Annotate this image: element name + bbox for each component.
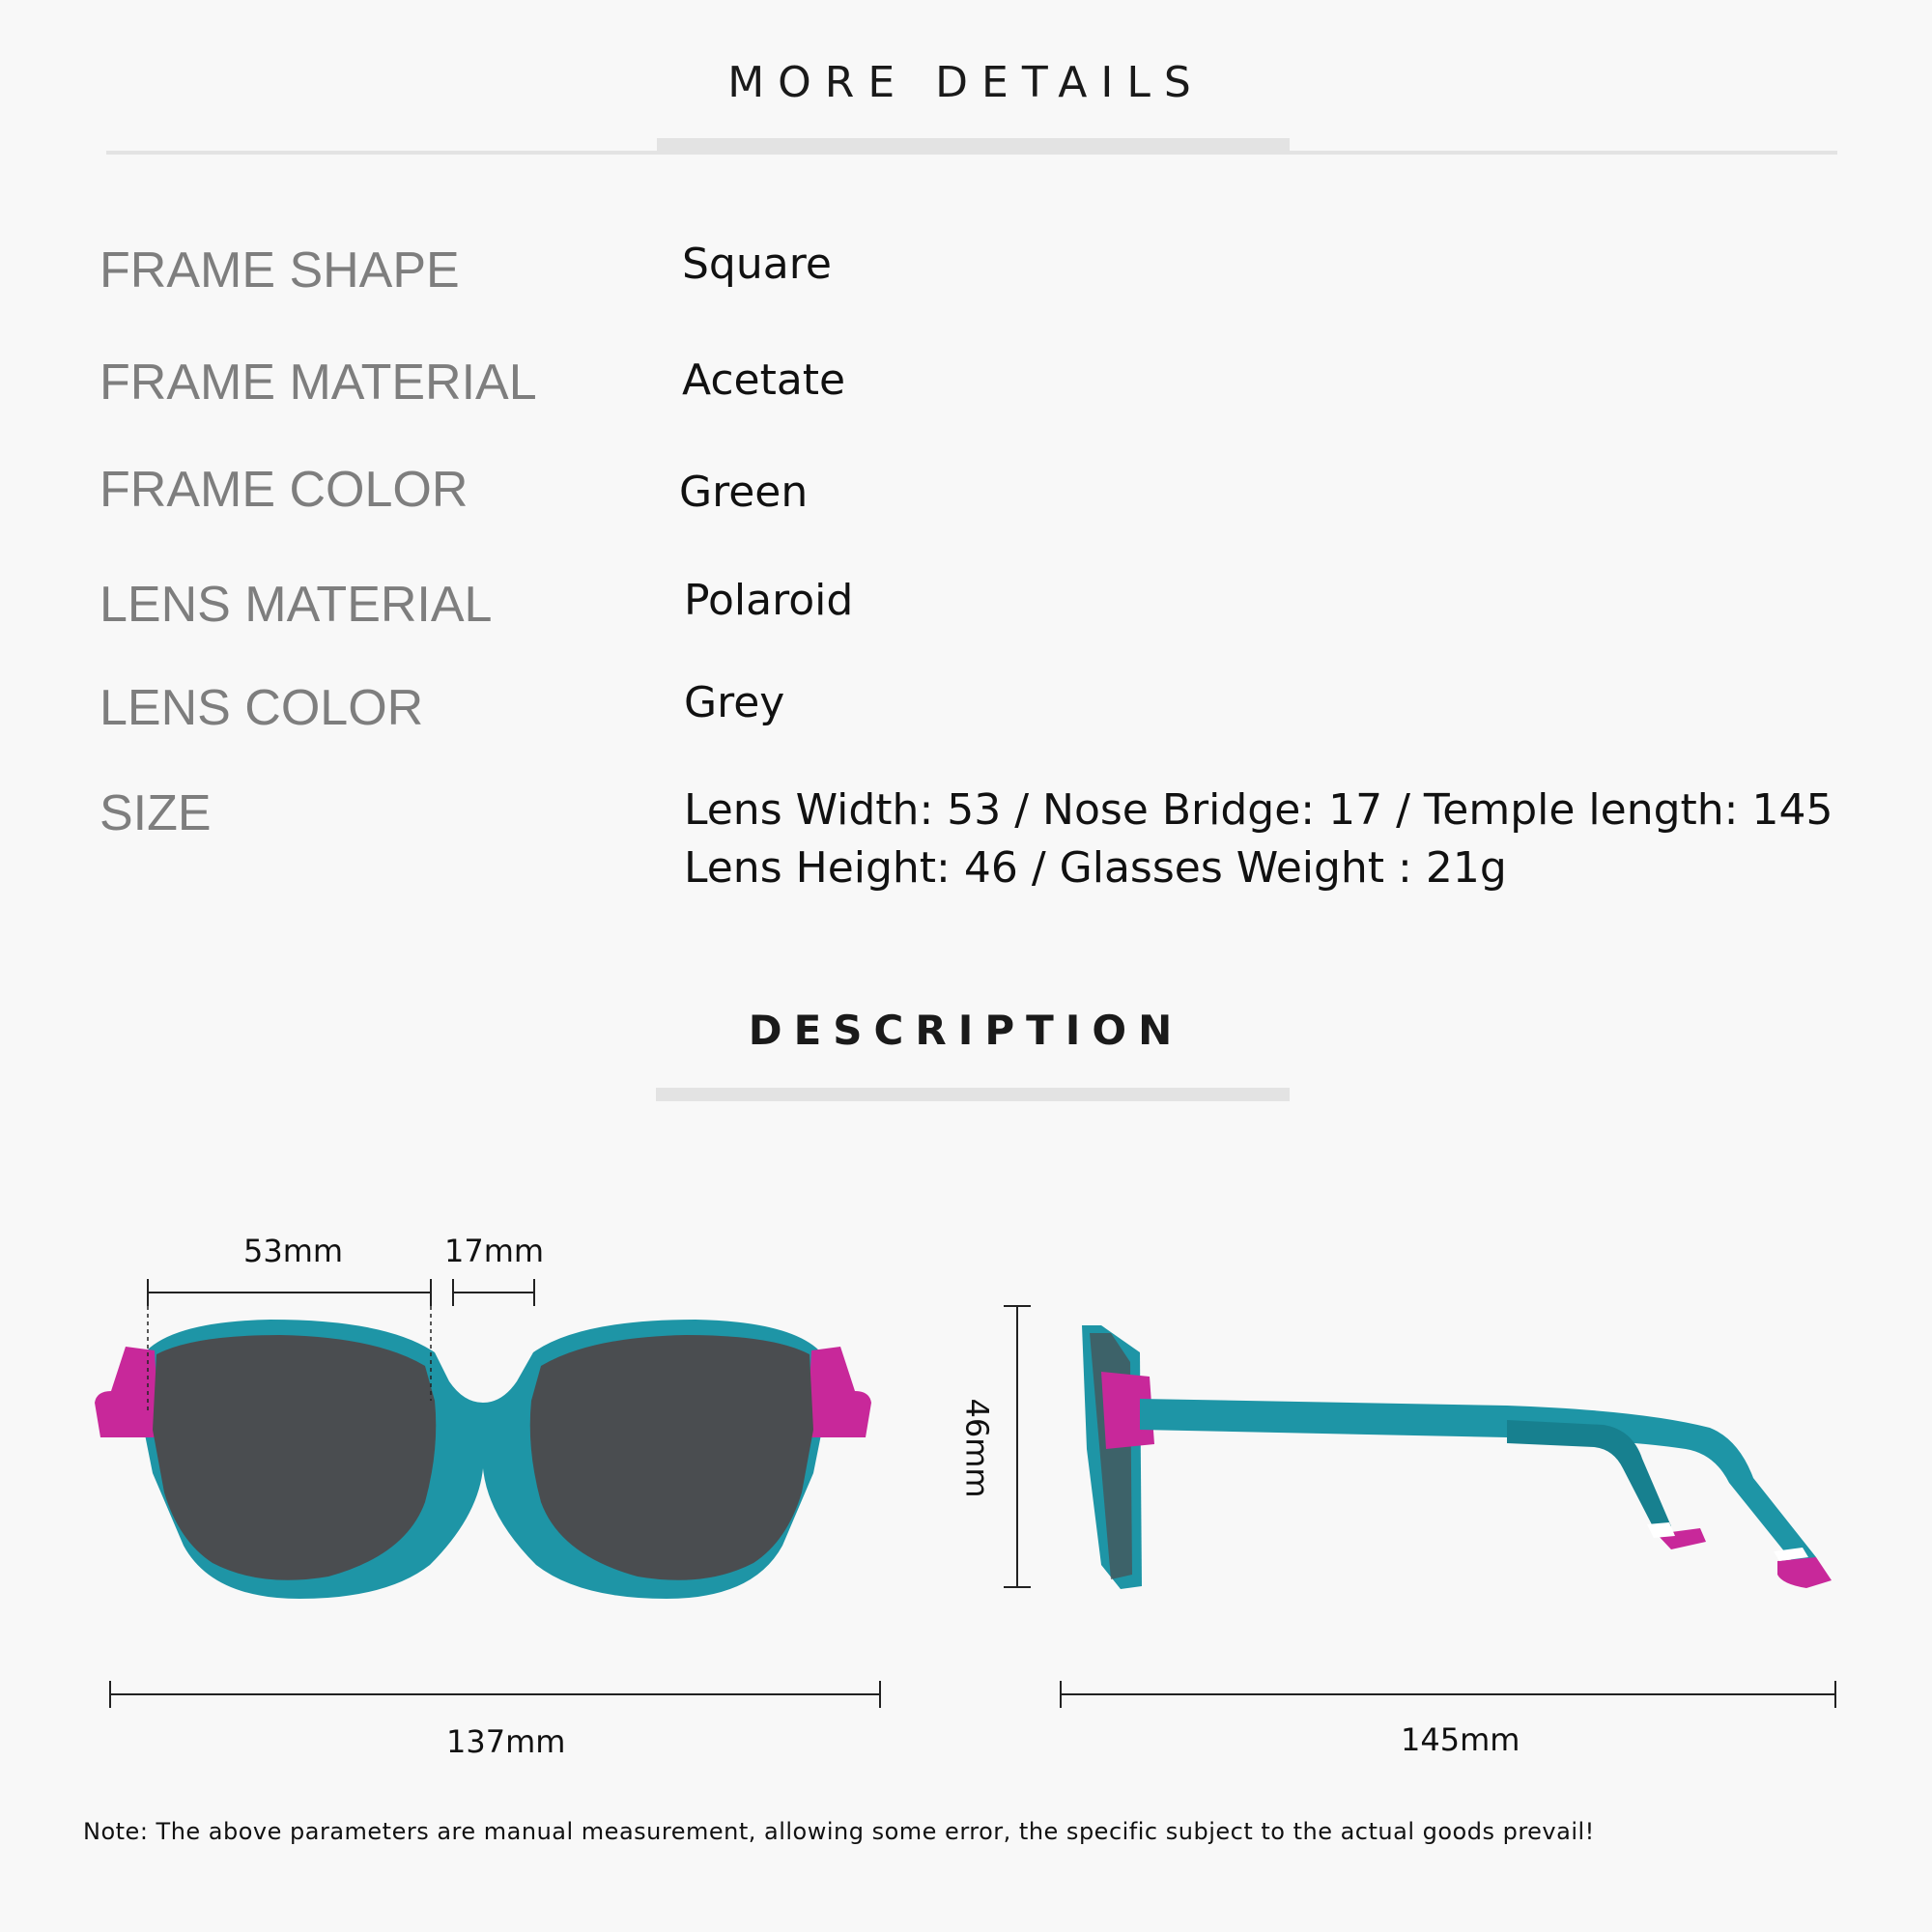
right-hinge [807, 1347, 871, 1437]
temple-arm [1140, 1399, 1816, 1567]
spec-value-frame-material: Acetate [682, 355, 846, 405]
bridge-width-label: 17mm [444, 1233, 545, 1269]
spec-value-lens-material: Polaroid [684, 576, 854, 625]
lens-width-label: 53mm [243, 1233, 344, 1269]
left-lens [153, 1335, 436, 1580]
spec-label-frame-shape: FRAME SHAPE [99, 242, 460, 298]
left-hinge [95, 1347, 159, 1437]
frame-width-label: 137mm [446, 1723, 566, 1760]
glasses-side-view [1082, 1325, 1832, 1589]
spec-label-size: SIZE [99, 785, 212, 841]
temple-length-label: 145mm [1401, 1721, 1520, 1758]
lens-height-label: 46mm [958, 1398, 996, 1498]
spec-value-size-line2: Lens Height: 46 / Glasses Weight : 21g [684, 843, 1507, 893]
more-details-title: MORE DETAILS [727, 58, 1205, 107]
glasses-front-view [95, 1320, 871, 1599]
right-lens [530, 1335, 813, 1580]
spec-value-lens-color: Grey [684, 678, 785, 727]
spec-label-lens-material: LENS MATERIAL [99, 577, 493, 633]
spec-label-frame-material: FRAME MATERIAL [99, 355, 537, 411]
spec-label-lens-color: LENS COLOR [99, 680, 424, 736]
spec-value-size-line1: Lens Width: 53 / Nose Bridge: 17 / Temple length: 145 [684, 785, 1833, 835]
spec-value-frame-color: Green [679, 468, 809, 517]
measurement-note: Note: The above parameters are manual measurement, allowing some error, the specific subject to the actual goods prevail! [83, 1818, 1595, 1845]
description-title: DESCRIPTION [748, 1007, 1184, 1054]
spec-value-frame-shape: Square [682, 240, 832, 289]
spec-label-frame-color: FRAME COLOR [99, 462, 469, 518]
